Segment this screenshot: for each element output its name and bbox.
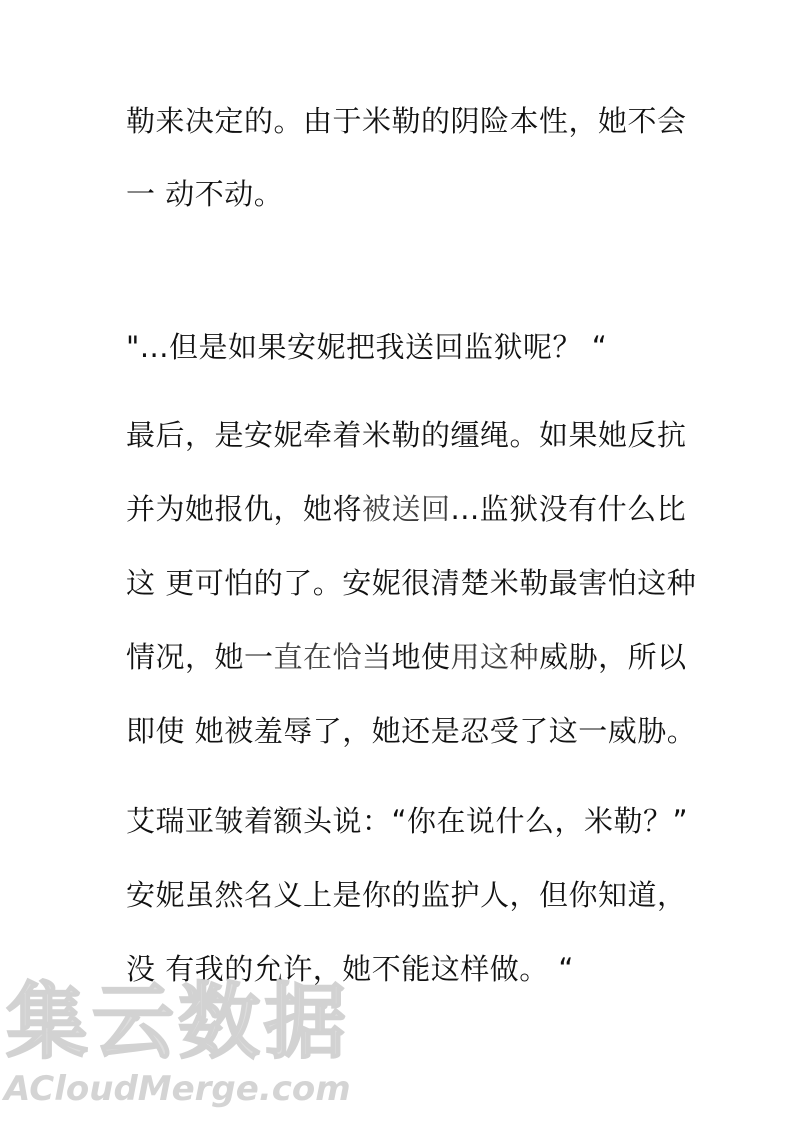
paragraph-line-8: 艾瑞亚皱着额头说：“你在说什么，米勒？” [126, 804, 689, 838]
watermark-chinese-text: 集云数据 [6, 975, 351, 1070]
quote-line: "...但是如果安妮把我送回监狱呢？ “ [126, 330, 608, 364]
watermark-english-text: ACloudMerge.com [4, 1069, 351, 1109]
line-6-part-5: 威胁，所以 [539, 640, 687, 674]
paragraph-line-9: 安妮虽然名义上是你的监护人，但你知道， [126, 878, 687, 912]
paragraph-line-7: 即使 她被羞辱了，她还是忍受了这一威胁。 [126, 714, 697, 748]
line-4-part-3: ...监狱没有什么比 [450, 492, 687, 526]
line-6-part-1: 情况，她一 [126, 640, 274, 674]
paragraph-line-4 [126, 489, 726, 529]
line-6-part-4: 用这种 [450, 640, 540, 674]
paragraph-line-1: 勒来决定的。由于米勒的阴险本性，她不会 [126, 104, 687, 138]
paragraph-line-3: 最后，是安妮牵着米勒的缰绳。如果她反抗 [126, 418, 687, 452]
paragraph-line-5: 这 更可怕的了。安妮很清楚米勒最害怕这种 [126, 566, 697, 600]
paragraph-line-10: 没 有我的允许，她不能这样做。 “ [126, 952, 574, 986]
line-6-part-2: 直在恰 [273, 640, 363, 674]
line-4-part-1: 并为她报仇，她将 [126, 492, 363, 526]
watermark [0, 975, 420, 1115]
line-4-part-2: 被送回 [362, 492, 451, 526]
line-6-part-3: 当地使 [362, 640, 451, 674]
paragraph-line-2: 一 动不动。 [126, 177, 284, 211]
paragraph-line-6 [126, 637, 726, 677]
